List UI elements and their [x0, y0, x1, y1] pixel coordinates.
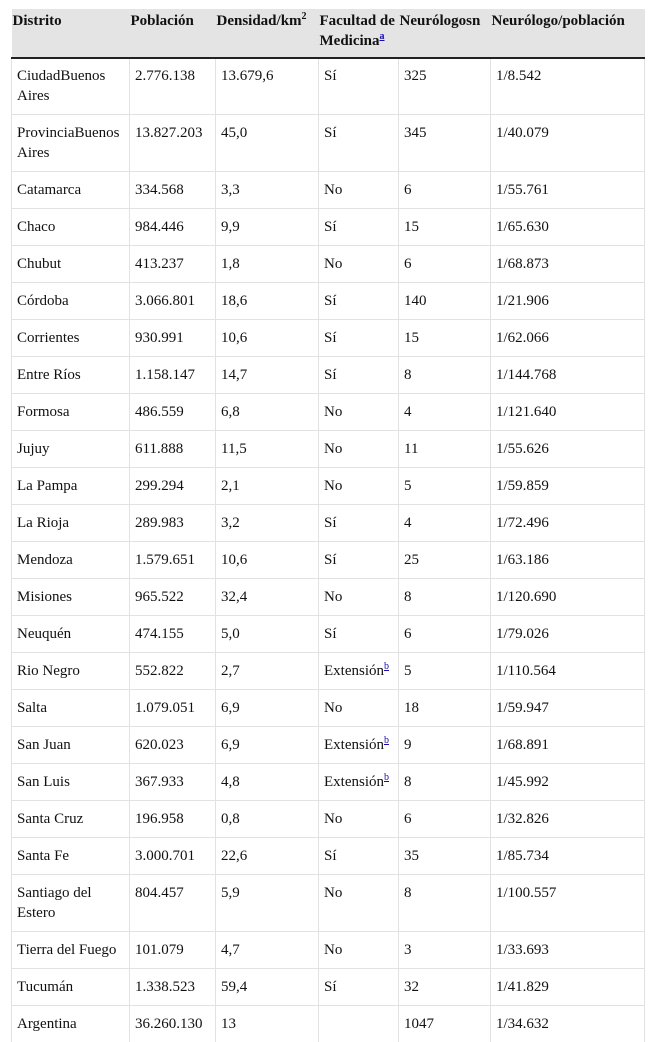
header-distrito: Distrito — [12, 9, 130, 58]
cell-facultad: Sí — [319, 115, 399, 172]
table-row — [12, 58, 645, 115]
table-row — [12, 172, 645, 209]
cell-densidad: 3,3 — [216, 172, 319, 209]
cell-neurologos: 6 — [399, 246, 491, 283]
table-row — [12, 320, 645, 357]
cell-neurologos: 6 — [399, 172, 491, 209]
table-row — [12, 209, 645, 246]
cell-facultad: Sí — [319, 542, 399, 579]
cell-poblacion: 486.559 — [130, 394, 216, 431]
cell-neurologos: 15 — [399, 320, 491, 357]
cell-densidad: 18,6 — [216, 283, 319, 320]
cell-neurologos: 5 — [399, 468, 491, 505]
cell-ratio: 1/68.891 — [491, 727, 645, 764]
cell-facultad — [319, 1006, 399, 1042]
cell-neurologos: 25 — [399, 542, 491, 579]
footnote-link-a[interactable]: a — [380, 31, 385, 42]
cell-distrito: ProvinciaBuenos Aires — [12, 115, 130, 172]
superscript-2: 2 — [302, 11, 307, 22]
table-container — [11, 9, 644, 1042]
table-row — [12, 357, 645, 394]
cell-densidad: 13.679,6 — [216, 58, 319, 115]
cell-distrito: Argentina — [12, 1006, 130, 1042]
cell-facultad: No — [319, 801, 399, 838]
cell-distrito: Chubut — [12, 246, 130, 283]
cell-poblacion: 334.568 — [130, 172, 216, 209]
cell-neurologos: 140 — [399, 283, 491, 320]
cell-densidad: 0,8 — [216, 801, 319, 838]
cell-distrito: Entre Ríos — [12, 357, 130, 394]
cell-poblacion: 367.933 — [130, 764, 216, 801]
cell-neurologos: 8 — [399, 579, 491, 616]
cell-facultad: Sí — [319, 838, 399, 875]
cell-neurologos: 15 — [399, 209, 491, 246]
cell-densidad: 5,0 — [216, 616, 319, 653]
cell-densidad: 5,9 — [216, 875, 319, 932]
cell-facultad: No — [319, 579, 399, 616]
cell-poblacion: 1.079.051 — [130, 690, 216, 727]
cell-neurologos: 9 — [399, 727, 491, 764]
cell-neurologos: 325 — [399, 58, 491, 115]
cell-poblacion: 36.260.130 — [130, 1006, 216, 1042]
cell-neurologos: 35 — [399, 838, 491, 875]
table-row — [12, 431, 645, 468]
cell-facultad: No — [319, 172, 399, 209]
table-body — [12, 58, 645, 1042]
cell-densidad: 2,1 — [216, 468, 319, 505]
cell-ratio: 1/21.906 — [491, 283, 645, 320]
cell-ratio: 1/110.564 — [491, 653, 645, 690]
cell-facultad: No — [319, 468, 399, 505]
cell-facultad: No — [319, 246, 399, 283]
cell-ratio: 1/8.542 — [491, 58, 645, 115]
cell-poblacion: 13.827.203 — [130, 115, 216, 172]
cell-neurologos: 6 — [399, 801, 491, 838]
cell-densidad: 4,7 — [216, 932, 319, 969]
cell-poblacion: 196.958 — [130, 801, 216, 838]
cell-neurologos: 8 — [399, 875, 491, 932]
cell-distrito: Chaco — [12, 209, 130, 246]
cell-poblacion: 965.522 — [130, 579, 216, 616]
table-row — [12, 542, 645, 579]
cell-neurologos: 4 — [399, 394, 491, 431]
table-row — [12, 764, 645, 801]
cell-densidad: 11,5 — [216, 431, 319, 468]
cell-facultad: No — [319, 875, 399, 932]
table-row — [12, 801, 645, 838]
cell-poblacion: 620.023 — [130, 727, 216, 764]
cell-poblacion: 1.158.147 — [130, 357, 216, 394]
cell-neurologos: 5 — [399, 653, 491, 690]
cell-neurologos: 11 — [399, 431, 491, 468]
cell-poblacion: 101.079 — [130, 932, 216, 969]
cell-poblacion: 289.983 — [130, 505, 216, 542]
cell-distrito: CiudadBuenos Aires — [12, 58, 130, 115]
cell-distrito: La Rioja — [12, 505, 130, 542]
cell-densidad: 4,8 — [216, 764, 319, 801]
cell-ratio: 1/55.761 — [491, 172, 645, 209]
cell-neurologos: 18 — [399, 690, 491, 727]
cell-facultad: Sí — [319, 969, 399, 1006]
table-row — [12, 246, 645, 283]
cell-densidad: 13 — [216, 1006, 319, 1042]
cell-distrito: Corrientes — [12, 320, 130, 357]
header-facultad: Facultad de Medicina$^a$ — [319, 9, 399, 58]
cell-neurologos: 32 — [399, 969, 491, 1006]
cell-distrito: Neuquén — [12, 616, 130, 653]
cell-densidad: 32,4 — [216, 579, 319, 616]
table-header — [12, 9, 645, 58]
cell-facultad: Sí — [319, 320, 399, 357]
cell-poblacion: 1.338.523 — [130, 969, 216, 1006]
cell-densidad: 6,9 — [216, 727, 319, 764]
cell-distrito: Santa Fe — [12, 838, 130, 875]
cell-densidad: 6,8 — [216, 394, 319, 431]
table-row — [12, 727, 645, 764]
cell-ratio: 1/45.992 — [491, 764, 645, 801]
cell-poblacion: 552.822 — [130, 653, 216, 690]
table-row — [12, 115, 645, 172]
table-row — [12, 1006, 645, 1042]
table-row — [12, 932, 645, 969]
cell-facultad: No — [319, 431, 399, 468]
cell-poblacion: 474.155 — [130, 616, 216, 653]
cell-poblacion: 3.000.701 — [130, 838, 216, 875]
cell-poblacion: 984.446 — [130, 209, 216, 246]
cell-poblacion: 413.237 — [130, 246, 216, 283]
cell-ratio: 1/63.186 — [491, 542, 645, 579]
cell-facultad: No — [319, 932, 399, 969]
cell-densidad: 10,6 — [216, 320, 319, 357]
table-row — [12, 505, 645, 542]
header-densidad: Densidad/$km^2$ — [216, 9, 319, 58]
header-neurologos: Neurólogosn — [399, 9, 491, 58]
cell-facultad: Sí — [319, 357, 399, 394]
cell-distrito: Tierra del Fuego — [12, 932, 130, 969]
cell-distrito: Tucumán — [12, 969, 130, 1006]
cell-facultad: Sí — [319, 505, 399, 542]
cell-neurologos: 4 — [399, 505, 491, 542]
cell-poblacion: 611.888 — [130, 431, 216, 468]
cell-facultad: Sí — [319, 58, 399, 115]
cell-ratio: 1/68.873 — [491, 246, 645, 283]
cell-densidad: 2,7 — [216, 653, 319, 690]
cell-ratio: 1/79.026 — [491, 616, 645, 653]
cell-ratio: 1/100.557 — [491, 875, 645, 932]
cell-facultad: Extensión$^b$ — [319, 653, 399, 690]
cell-densidad: 45,0 — [216, 115, 319, 172]
footnote-link-b[interactable]: b — [384, 735, 389, 746]
table-row — [12, 394, 645, 431]
cell-ratio: 1/34.632 — [491, 1006, 645, 1042]
cell-poblacion: 1.579.651 — [130, 542, 216, 579]
cell-distrito: Misiones — [12, 579, 130, 616]
footnote-link-b[interactable]: b — [384, 661, 389, 672]
cell-distrito: La Pampa — [12, 468, 130, 505]
cell-distrito: San Luis — [12, 764, 130, 801]
cell-distrito: San Juan — [12, 727, 130, 764]
cell-distrito: Santa Cruz — [12, 801, 130, 838]
cell-densidad: 22,6 — [216, 838, 319, 875]
cell-poblacion: 299.294 — [130, 468, 216, 505]
cell-densidad: 59,4 — [216, 969, 319, 1006]
cell-poblacion: 804.457 — [130, 875, 216, 932]
cell-ratio: 1/121.640 — [491, 394, 645, 431]
cell-facultad: Sí — [319, 616, 399, 653]
table-row — [12, 875, 645, 932]
cell-neurologos: 3 — [399, 932, 491, 969]
cell-ratio: 1/55.626 — [491, 431, 645, 468]
cell-neurologos: 6 — [399, 616, 491, 653]
cell-facultad: No — [319, 690, 399, 727]
cell-facultad: Sí — [319, 209, 399, 246]
cell-distrito: Formosa — [12, 394, 130, 431]
cell-poblacion: 2.776.138 — [130, 58, 216, 115]
cell-distrito: Rio Negro — [12, 653, 130, 690]
cell-ratio: 1/120.690 — [491, 579, 645, 616]
cell-facultad: No — [319, 394, 399, 431]
cell-distrito: Jujuy — [12, 431, 130, 468]
cell-distrito: Catamarca — [12, 172, 130, 209]
cell-densidad: 9,9 — [216, 209, 319, 246]
cell-densidad: 6,9 — [216, 690, 319, 727]
cell-facultad: Sí — [319, 283, 399, 320]
cell-ratio: 1/59.947 — [491, 690, 645, 727]
cell-ratio: 1/33.693 — [491, 932, 645, 969]
cell-ratio: 1/85.734 — [491, 838, 645, 875]
table-row — [12, 468, 645, 505]
cell-poblacion: 930.991 — [130, 320, 216, 357]
cell-poblacion: 3.066.801 — [130, 283, 216, 320]
header-poblacion: Población — [130, 9, 216, 58]
cell-distrito: Mendoza — [12, 542, 130, 579]
cell-neurologos: 345 — [399, 115, 491, 172]
table-row — [12, 969, 645, 1006]
table-row — [12, 616, 645, 653]
cell-ratio: 1/72.496 — [491, 505, 645, 542]
cell-distrito: Santiago del Estero — [12, 875, 130, 932]
header-row — [12, 9, 645, 58]
cell-ratio: 1/40.079 — [491, 115, 645, 172]
cell-densidad: 14,7 — [216, 357, 319, 394]
table-row — [12, 579, 645, 616]
table-row — [12, 283, 645, 320]
cell-facultad: Extensión$^b$ — [319, 764, 399, 801]
cell-neurologos: 1047 — [399, 1006, 491, 1042]
cell-ratio: 1/32.826 — [491, 801, 645, 838]
header-ratio: Neurólogo/población — [491, 9, 645, 58]
cell-facultad: Extensión$^b$ — [319, 727, 399, 764]
cell-neurologos: 8 — [399, 357, 491, 394]
cell-distrito: Salta — [12, 690, 130, 727]
footnote-link-b[interactable]: b — [384, 772, 389, 783]
cell-ratio: 1/41.829 — [491, 969, 645, 1006]
cell-neurologos: 8 — [399, 764, 491, 801]
cell-ratio: 1/65.630 — [491, 209, 645, 246]
cell-densidad: 1,8 — [216, 246, 319, 283]
cell-densidad: 10,6 — [216, 542, 319, 579]
cell-ratio: 1/59.859 — [491, 468, 645, 505]
cell-distrito: Córdoba — [12, 283, 130, 320]
cell-ratio: 1/62.066 — [491, 320, 645, 357]
neurologists-by-district-table — [11, 9, 645, 1042]
cell-ratio: 1/144.768 — [491, 357, 645, 394]
cell-densidad: 3,2 — [216, 505, 319, 542]
table-row — [12, 690, 645, 727]
table-row — [12, 838, 645, 875]
table-row — [12, 653, 645, 690]
